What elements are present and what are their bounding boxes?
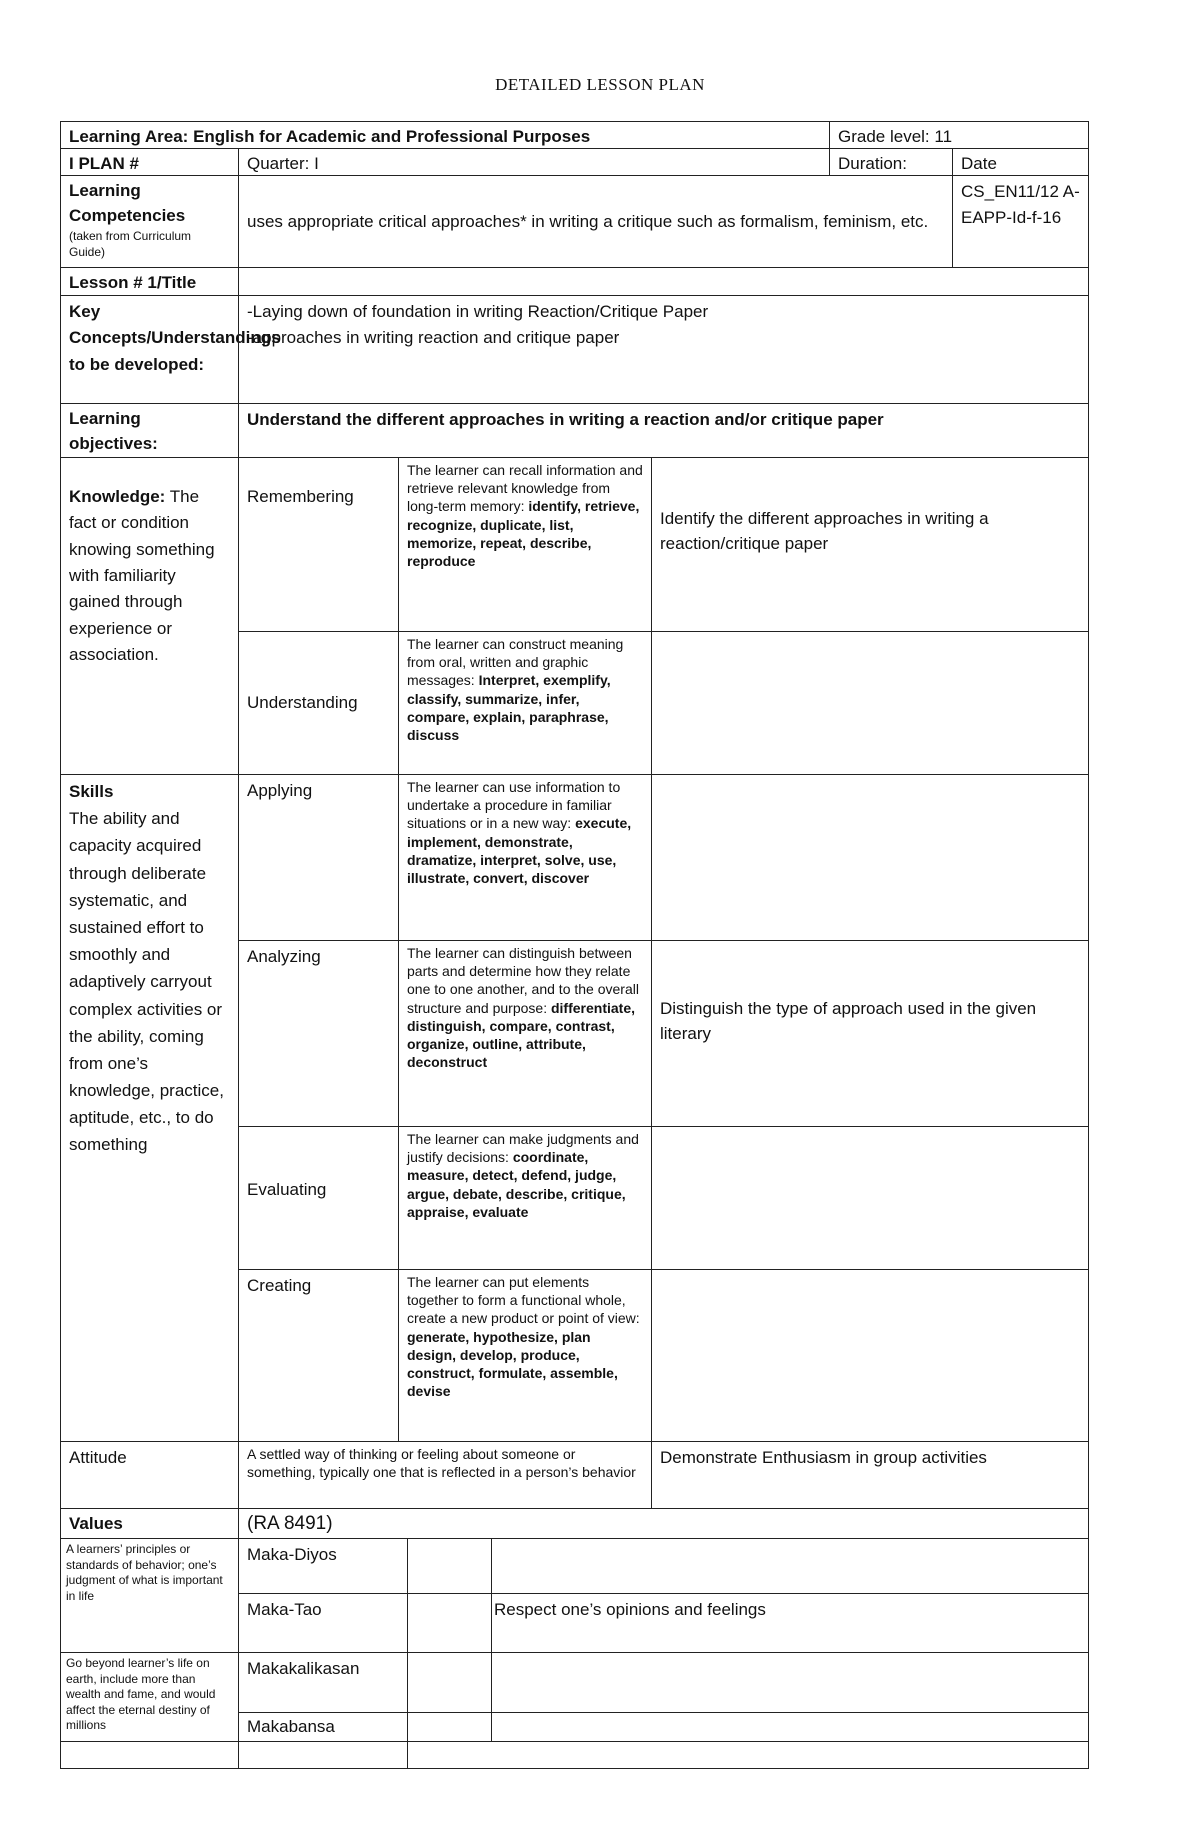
objectives-label: Learning objectives: [60, 403, 239, 458]
grade-level-cell: Grade level: 11 [829, 121, 1089, 149]
competencies-label-cell [60, 175, 239, 268]
makakalikasan-cell: Makakalikasan [238, 1652, 408, 1713]
lesson-title-cell [238, 267, 1089, 296]
footer-blank-2 [238, 1741, 408, 1769]
remembering-objective: Identify the different approaches in writing a reaction/critique paper [660, 508, 989, 553]
analyzing-verbs: differentiate, distinguish, compare, contrast, organize, outline, attribute, deconstruct [407, 999, 635, 1071]
remembering-intro: The learner can recall information and retrieve relevant knowledge from long-term memory: [407, 462, 643, 515]
evaluating-intro: The learner can make judgments and justify decisions: [407, 1131, 639, 1166]
evaluating-verbs: coordinate, measure, detect, defend, judge, argue, debate, describe, critique, appraise, evaluate [407, 1149, 626, 1220]
competencies-text: uses appropriate critical approaches* in writing a critique such as formalism, feminism, etc. [247, 211, 929, 231]
values-description-2: Go beyond learner’s life on earth, include more than wealth and fame, and would affect the eternal destiny of millions [60, 1652, 239, 1742]
attitude-label: Attitude [60, 1441, 239, 1509]
knowledge-label: Knowledge: [69, 487, 166, 506]
competencies-text-cell [238, 175, 953, 268]
document-title: DETAILED LESSON PLAN [495, 75, 705, 94]
remembering-description [398, 457, 652, 632]
key-concept-line-2: -approaches in writing reaction and critique paper [247, 327, 620, 347]
values-ra: (RA 8491) [238, 1508, 1089, 1539]
maka-diyos-cell: Maka-Diyos [238, 1538, 408, 1594]
knowledge-description: The fact or condition knowing something with familiarity gained through experience or association. [69, 487, 215, 665]
key-concepts-cell [238, 295, 1089, 404]
understanding-level: Understanding [247, 693, 358, 713]
evaluating-description [398, 1126, 652, 1270]
makabansa-objective [491, 1712, 1089, 1742]
footer-blank-1 [60, 1741, 239, 1769]
skills-label: Skills [69, 782, 114, 801]
values-label: Values [60, 1508, 239, 1539]
maka-tao-blank [407, 1593, 492, 1653]
learning-area-cell: Learning Area: English for Academic and Professional Purposes [60, 121, 830, 149]
maka-tao-objective: Respect one’s opinions and feelings [491, 1593, 1089, 1653]
values-description-1: A learners’ principles or standards of behavior; one’s judgment of what is important in life [60, 1538, 239, 1653]
makakalikasan-blank [407, 1652, 492, 1713]
analyzing-level: Analyzing [238, 940, 399, 1127]
competency-code-cell: CS_EN11/12 A-EAPP-Id-f-16 [952, 175, 1089, 268]
competencies-label: Learning Competencies [69, 181, 186, 225]
understanding-intro: The learner can construct meaning from oral, written and graphic messages: [407, 636, 624, 689]
evaluating-level: Evaluating [247, 1179, 327, 1199]
evaluating-objective [651, 1126, 1089, 1270]
applying-verbs: execute, implement, demonstrate, dramatize, interpret, solve, use, illustrate, convert, discover [407, 815, 632, 886]
footer-blank-3 [407, 1741, 1089, 1769]
understanding-description [398, 631, 652, 775]
objectives-text: Understand the different approaches in writing a reaction and/or critique paper [238, 403, 1089, 458]
lesson-label-cell: Lesson # 1/Title [60, 267, 239, 296]
makabansa-blank [407, 1712, 492, 1742]
knowledge-cell [60, 457, 239, 775]
creating-intro: The learner can put elements together to form a functional whole, create a new product or point of view: [407, 1274, 640, 1327]
duration-cell: Duration: [829, 148, 953, 176]
understanding-verbs: Interpret, exemplify, classify, summarize, infer, compare, explain, paraphrase, discuss [407, 672, 611, 743]
creating-objective [651, 1269, 1089, 1442]
maka-diyos-objective [491, 1538, 1089, 1594]
analyzing-description [398, 940, 652, 1127]
quarter-cell: Quarter: I [238, 148, 830, 176]
key-concept-line-1: -Laying down of foundation in writing Reaction/Critique Paper [247, 302, 709, 321]
analyzing-objective-cell [651, 940, 1089, 1127]
plan-number-cell: I PLAN # [60, 148, 239, 176]
attitude-description: A settled way of thinking or feeling about someone or something, typically one that is reflected in a person’s behavior [238, 1441, 652, 1509]
remembering-verbs: identify, retrieve, recognize, duplicate, list, memorize, repeat, describe, reproduce [407, 498, 640, 569]
key-concepts-label: Key Concepts/Understandings to be developed: [60, 295, 239, 404]
remembering-objective-cell [651, 457, 1089, 632]
attitude-objective: Demonstrate Enthusiasm in group activities [651, 1441, 1089, 1509]
maka-diyos-blank-1 [407, 1538, 492, 1594]
skills-cell [60, 774, 239, 1442]
date-cell: Date [952, 148, 1089, 176]
applying-description [398, 774, 652, 941]
creating-description [398, 1269, 652, 1442]
competencies-sublabel: (taken from Curriculum Guide) [69, 229, 192, 260]
makabansa-cell: Makabansa [238, 1712, 408, 1742]
evaluating-level-cell [238, 1126, 399, 1270]
creating-verbs: generate, hypothesize, plan design, develop, produce, construct, formulate, assemble, devise [407, 1328, 618, 1400]
makakalikasan-objective [491, 1652, 1089, 1713]
understanding-objective [651, 631, 1089, 775]
applying-level: Applying [238, 774, 399, 941]
skills-description: The ability and capacity acquired through deliberate systematic, and sustained effort to smoothly and adaptively carryout complex activities or the ability, coming from one’s knowledge, practice, aptitude, etc., to do something [69, 809, 224, 1155]
creating-level: Creating [238, 1269, 399, 1442]
applying-objective [651, 774, 1089, 941]
analyzing-intro: The learner can distinguish between parts and determine how they relate one to one another, and to the overall structure and purpose: [407, 945, 639, 1016]
understanding-level-cell [238, 631, 399, 775]
maka-tao-cell: Maka-Tao [238, 1593, 408, 1653]
applying-intro: The learner can use information to undertake a procedure in familiar situations or in a new way: [407, 779, 621, 832]
remembering-level: Remembering [238, 457, 399, 632]
analyzing-objective: Distinguish the type of approach used in the given literary [660, 998, 1037, 1043]
